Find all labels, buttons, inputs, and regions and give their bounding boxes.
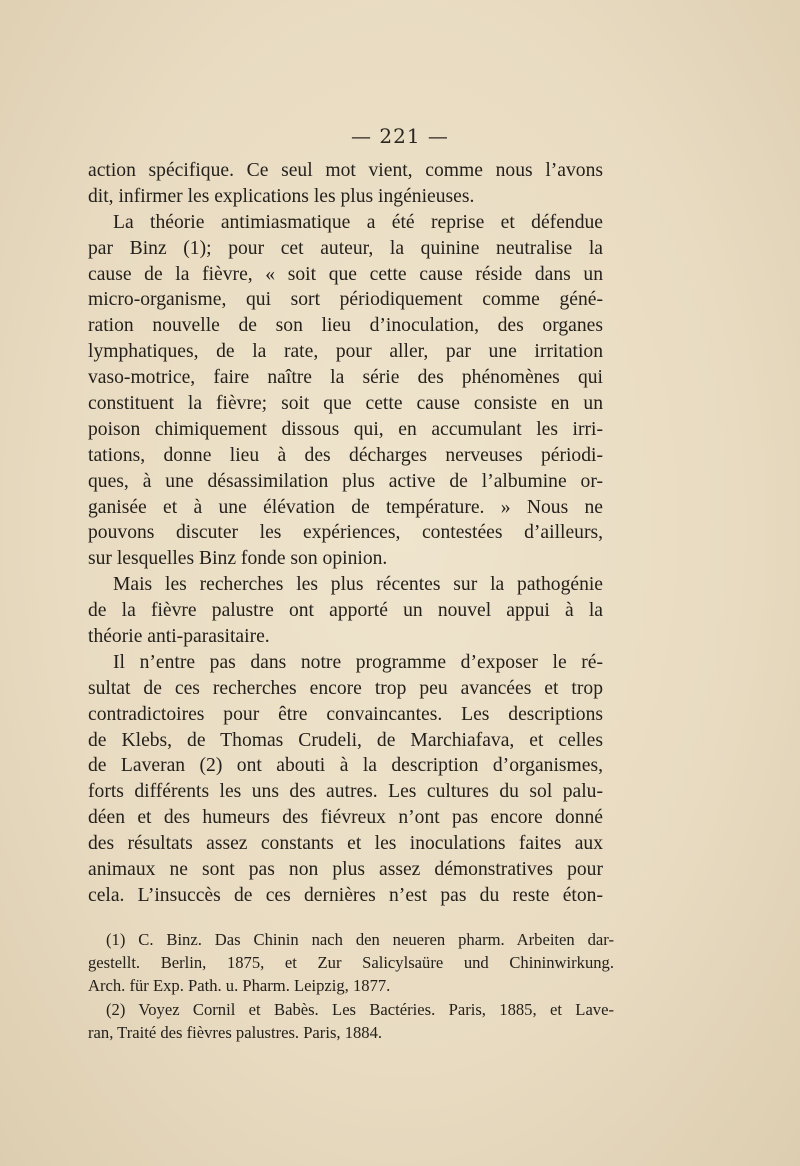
text-line: des résultats assez constants et les inoculations faites aux — [88, 833, 603, 855]
text-line: action spécifique. Ce seul mot vient, comme nous l’avons — [88, 160, 603, 181]
text-line: La théorie antimiasmatique a été reprise et défendue — [113, 211, 603, 233]
text-line: ques, à une désassimilation plus active de l’albumine or- — [88, 470, 603, 492]
text-line: sur lesquelles Binz fonde son opinion. — [88, 548, 388, 570]
text-line: micro-organisme, qui sort périodiquement comme géné- — [88, 289, 603, 311]
text-line: forts différents les uns des autres. Les cultures du sol palu- — [88, 781, 603, 803]
text-line: Il n’entre pas dans notre programme d’exposer le ré- — [113, 651, 603, 673]
footnote-line: ran, Traité des fièvres palustres. Paris, 1884. — [88, 1022, 383, 1042]
text-line: déen et des humeurs des fiévreux n’ont pas encore donné — [88, 807, 603, 829]
text-line: pouvons discuter les expériences, contestées d’ailleurs, — [88, 522, 603, 544]
text-line: tations, donne lieu à des décharges nerveuses périodi- — [88, 444, 603, 466]
text-line: par Binz (1); pour cet auteur, la quinine neutralise la — [88, 237, 603, 259]
text-line: dit, infirmer les explications les plus ingénieuses. — [88, 185, 475, 207]
footnote-line: (1) C. Binz. Das Chinin nach den neueren pharm. Arbeiten dar- — [106, 930, 614, 949]
text-line: contradictoires pour être convaincantes. Les descriptions — [88, 703, 603, 725]
text-line: de la fièvre palustre ont apporté un nouvel appui à la — [88, 600, 603, 622]
footnote-line: gestellt. Berlin, 1875, et Zur Salicylsaüre und Chininwirkung. — [88, 953, 614, 973]
page-number: — 221 — — [351, 124, 449, 148]
text-line: cela. L’insuccès de ces dernières n’est pas du reste éton- — [88, 884, 603, 906]
footnotes — [88, 928, 614, 1044]
text-line: constituent la fièvre; soit que cette cause consiste en un — [88, 393, 603, 415]
footnote-line: (2) Voyez Cornil et Babès. Les Bactéries. Paris, 1885, et Lave- — [106, 999, 614, 1019]
footnote-divider — [86, 911, 604, 912]
text-line: Mais les recherches les plus récentes sur la pathogénie — [113, 574, 603, 596]
text-line: théorie anti-parasitaire. — [88, 626, 270, 648]
footnote-line: Arch. für Exp. Path. u. Pharm. Leipzig, 1877. — [88, 976, 391, 996]
text-line: de Klebs, de Thomas Crudeli, de Marchiafava, et celles — [88, 729, 603, 751]
text-line: poison chimiquement dissous qui, en accumulant les irri- — [88, 418, 603, 440]
text-line: lymphatiques, de la rate, pour aller, par une irritation — [88, 341, 603, 363]
text-line: sultat de ces recherches encore trop peu avancées et trop — [88, 677, 603, 699]
text-line: vaso-motrice, faire naître la série des phénomènes qui — [88, 367, 603, 389]
text-line: de Laveran (2) ont abouti à la description d’organismes, — [88, 755, 603, 777]
text-line: animaux ne sont pas non plus assez démonstratives pour — [88, 859, 603, 881]
text-line: ganisée et à une élévation de température. » Nous ne — [88, 496, 603, 518]
body-text — [88, 158, 603, 909]
text-line: ration nouvelle de son lieu d’inoculation, des organes — [88, 315, 603, 337]
text-line: cause de la fièvre, « soit que cette cause réside dans un — [88, 263, 603, 285]
